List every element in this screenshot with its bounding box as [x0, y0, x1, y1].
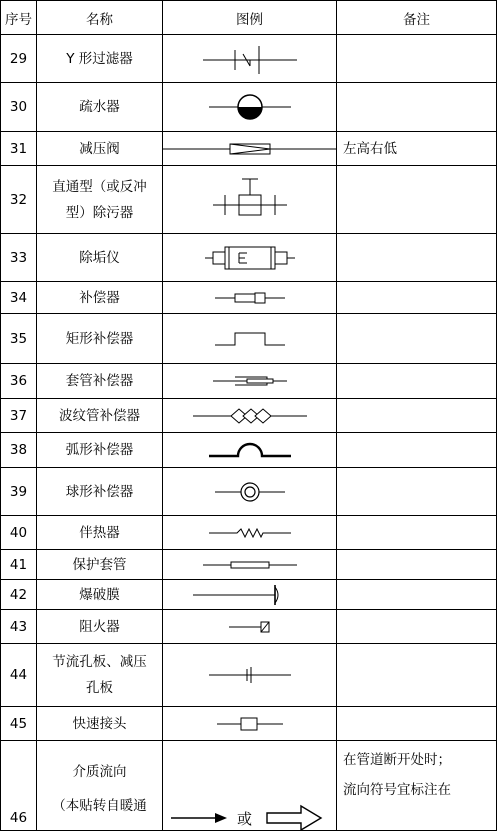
- row-name: 疏水器: [37, 83, 163, 132]
- row-number: 32: [1, 166, 37, 234]
- row-note: [337, 610, 497, 644]
- header-no: 序号: [1, 1, 37, 35]
- header-note: 备注: [337, 1, 497, 35]
- row-name: 补偿器: [37, 282, 163, 314]
- arc-compensator-icon: [163, 433, 337, 468]
- row-number: 31: [1, 132, 37, 166]
- table-row: [1, 166, 497, 234]
- row-number: 38: [1, 433, 37, 468]
- compensator-icon: [163, 282, 337, 314]
- table-row: [1, 707, 497, 741]
- row-name-line: 节流孔板、减压: [52, 654, 147, 670]
- row-name: Y 形过滤器: [37, 35, 163, 83]
- row-number: 35: [1, 314, 37, 364]
- row-note: [337, 550, 497, 580]
- table-row: [1, 35, 497, 83]
- row-note: [337, 644, 497, 707]
- row-number: 46: [1, 741, 37, 831]
- row-name: 波纹管补偿器: [37, 399, 163, 433]
- row-note: [337, 282, 497, 314]
- row-note: [337, 399, 497, 433]
- row-name: 保护套管: [37, 550, 163, 580]
- row-note: [337, 314, 497, 364]
- row-note: [337, 83, 497, 132]
- row-note: [337, 580, 497, 610]
- row-name: 快速接头: [37, 707, 163, 741]
- row-number: 41: [1, 550, 37, 580]
- header-name: 名称: [37, 1, 163, 35]
- row-note: [337, 433, 497, 468]
- table-row: [1, 314, 497, 364]
- row-number: 33: [1, 234, 37, 282]
- row-name: 减压阀: [37, 132, 163, 166]
- rupture-disc-icon: [163, 580, 337, 610]
- table-row: [1, 741, 497, 831]
- row-number: 36: [1, 364, 37, 399]
- y-strainer-icon: [163, 35, 337, 83]
- row-number: 29: [1, 35, 37, 83]
- row-note: [337, 707, 497, 741]
- row-name: 爆破膜: [37, 580, 163, 610]
- table-row: [1, 132, 497, 166]
- rectangular-compensator-icon: [163, 314, 337, 364]
- quick-coupling-icon: [163, 707, 337, 741]
- table-row: [1, 234, 497, 282]
- row-name-line: 介质流向: [72, 764, 127, 780]
- row-name: 弧形补偿器: [37, 433, 163, 468]
- header-symbol: 图例: [163, 1, 337, 35]
- row-note: [337, 516, 497, 550]
- row-name-line: （本贴转自暖通: [52, 798, 147, 814]
- row-number: 34: [1, 282, 37, 314]
- flame-arrester-icon: [163, 610, 337, 644]
- or-label: 或: [237, 810, 253, 828]
- row-number: 43: [1, 610, 37, 644]
- table-row: [1, 399, 497, 433]
- header-row: [1, 1, 497, 35]
- pressure-reducing-valve-icon: [163, 132, 337, 166]
- row-note: [337, 166, 497, 234]
- row-name: 阻火器: [37, 610, 163, 644]
- row-name-line: 型）除污器: [65, 204, 134, 221]
- row-number: 30: [1, 83, 37, 132]
- table-row: [1, 610, 497, 644]
- row-note: [337, 35, 497, 83]
- table-row: [1, 516, 497, 550]
- row-note-line: 流向符号宜标注在: [343, 782, 451, 798]
- row-note: [337, 741, 497, 831]
- table-row: [1, 580, 497, 610]
- row-number: 39: [1, 468, 37, 516]
- heat-tracer-icon: [163, 516, 337, 550]
- steam-trap-icon: [163, 83, 337, 132]
- row-number: 44: [1, 644, 37, 707]
- orifice-plate-icon: [163, 644, 337, 707]
- table-row: [1, 364, 497, 399]
- row-note: 左高右低: [337, 132, 497, 166]
- flow-direction-icon: [163, 741, 337, 831]
- row-name: 球形补偿器: [37, 468, 163, 516]
- table-row: [1, 644, 497, 707]
- table-row: [1, 433, 497, 468]
- dirt-separator-icon: [163, 166, 337, 234]
- table-row: [1, 282, 497, 314]
- row-name: 矩形补偿器: [37, 314, 163, 364]
- row-name: [37, 166, 163, 234]
- row-name: [37, 644, 163, 707]
- row-name: 除垢仪: [37, 234, 163, 282]
- row-note: [337, 364, 497, 399]
- table-row: [1, 468, 497, 516]
- row-note-line: 在管道断开处时；: [343, 752, 451, 768]
- row-number: 40: [1, 516, 37, 550]
- sleeve-compensator-icon: [163, 364, 337, 399]
- table-row: [1, 83, 497, 132]
- row-name-line: 直通型（或反冲: [52, 178, 147, 195]
- row-number: 37: [1, 399, 37, 433]
- row-note: [337, 234, 497, 282]
- table-row: [1, 550, 497, 580]
- row-note: [337, 468, 497, 516]
- row-name: [37, 741, 163, 831]
- row-name: 伴热器: [37, 516, 163, 550]
- row-name: 套管补偿器: [37, 364, 163, 399]
- ball-compensator-icon: [163, 468, 337, 516]
- row-number: 42: [1, 580, 37, 610]
- descaler-icon: [163, 234, 337, 282]
- row-number: 45: [1, 707, 37, 741]
- bellows-compensator-icon: [163, 399, 337, 433]
- protective-sleeve-icon: [163, 550, 337, 580]
- row-name-line: 孔板: [86, 680, 113, 696]
